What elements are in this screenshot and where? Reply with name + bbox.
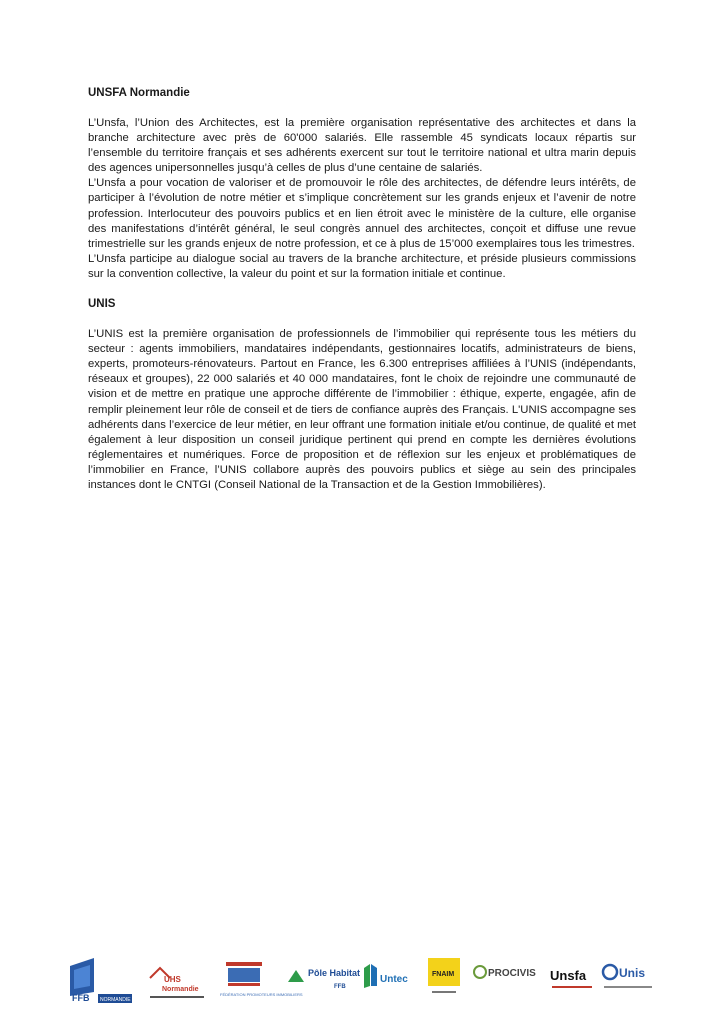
pole-ffb-text: FFB [334,984,346,990]
pole-habitat-text: Pôle Habitat [308,968,361,978]
unsfa-paragraph-2: L’Unsfa a pour vocation de valoriser et de promouvoir le rôle des architectes, de défendre leurs intérêts, de participer à l’évolution de notre métier et s’implique concrètement sur les grands enjeux et l’avenir de notre profession. Interlocuteur des pouvoirs publics et en lien étroit avec le ministère de la culture, elle organise des manifestations d’intérêt général, le seul congrès annuel des architectes, conçoit et diffuse une revue trimestrielle sur les grands enjeux de notre profession, et ce à plus de 15’000 exemplaires tous les trimestres. [88,177,636,250]
fnaim-text: FNAIM [432,971,455,978]
document-body [88,86,636,493]
uhs-text: UHS [164,975,181,984]
uhs-sub-text: Normandie [162,986,199,993]
unsfa-heading: UNSFA Normandie [88,87,190,99]
procivis-text: PROCIVIS [488,968,536,979]
procivis-logo [470,956,538,1006]
unsfa-logo [548,956,598,1006]
partner-logos [60,956,660,1006]
unsfa-logo-text: Unsfa [550,968,587,983]
fnaim-logo [424,956,464,1006]
pole-habitat-logo [284,956,361,1006]
ffb-sub-text: NORMANDIE [100,997,131,1003]
unis-paragraph-1: L’UNIS est la première organisation de professionnels de l’immobilier qui représente tous les métiers du secteur : agents immobiliers, mandataires indépendants, gestionnaires locatifs, administrateurs de biens, experts, promoteurs-rénovateurs. Partout en France, les 6.300 entreprises affiliées à l’UNIS (indépendants, réseaux et groupes), 22 000 salariés et 40 000 mandataires, font le choix de rejoindre une communauté de vision et de mettre en pratique une approche différente de l’immobilier : éthique, experte, engagée, afin de remplir pleinement leur rôle de conseil et de tiers de confiance auprès des Français. L'UNIS accompagne ses adhérents dans l’exercice de leur métier, en leur offrant une formation initiale et/ou continue, de qualité et met également à leur disposition un conseil juridique pertinent qui prend en compte les dernières évolutions réglementaires et numériques. Force de proposition et de réflexion sur les enjeux et problématiques de l’immobilier en France, l’UNIS collabore auprès des pouvoirs publics et siège au sein des principales instances dont le CNTGI (Conseil National de la Transaction et de la Gestion Immobilières). [88,328,636,491]
untec-logo [360,956,418,1006]
fpi-logo [218,956,303,1006]
uhs-logo [146,956,208,1006]
ffb-logo [68,956,132,1006]
unis-logo-text: Unis [619,966,646,980]
unis-heading: UNIS [88,298,116,311]
unsfa-paragraph-1: L’Unsfa, l’Union des Architectes, est la première organisation représentative des architectes et dans la branche architecture avec près de 60'000 salariés. Elle rassemble 45 syndicats locaux répartis sur l’ensemble du territoire français et ses adhérents exercent sur tout le territoire national et ultra marin depuis des agences unipersonnelles jusqu’à celles de plus d’une centaine de salariés. [88,117,636,175]
ffb-text: FFB [72,993,90,1003]
fpi-text: FÉDÉRATION PROMOTEURS IMMOBILIERS [220,992,303,997]
unsfa-paragraph-3: L’Unsfa participe au dialogue social au travers de la branche architecture, et préside plusieurs commissions sur la convention collective, la valeur du point et sur la formation initiale et continue. [88,252,636,280]
untec-text: Untec [380,974,408,985]
unis-logo [600,956,658,1006]
